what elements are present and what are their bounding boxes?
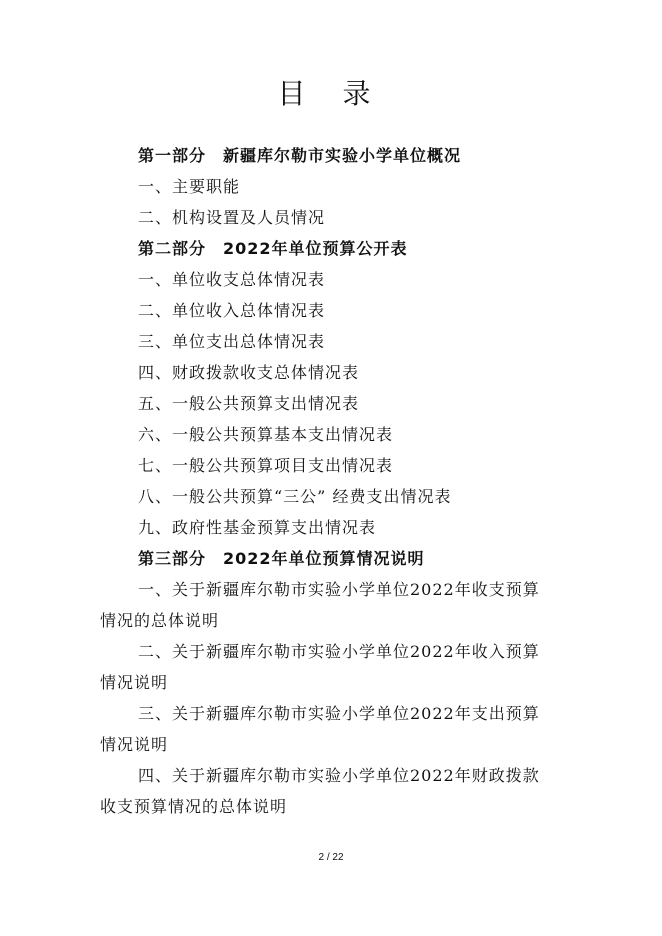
toc-item: 七、一般公共预算项目支出情况表: [138, 456, 394, 475]
toc-item-line2: 情况说明: [100, 735, 169, 754]
toc-item-line2: 情况说明: [100, 673, 169, 692]
page-number: 2 / 22: [318, 852, 344, 863]
toc-item: 二、机构设置及人员情况: [138, 208, 326, 227]
toc-item: 一、单位收支总体情况表: [138, 270, 326, 289]
toc-item-line2: 情况的总体说明: [100, 611, 220, 630]
toc-item: 四、财政拨款收支总体情况表: [138, 363, 360, 382]
toc-item: 三、单位支出总体情况表: [138, 332, 326, 351]
toc-item-line1: 四、关于新疆库尔勒市实验小学单位2022年财政拨款: [138, 766, 540, 785]
toc-item: 一、主要职能: [138, 177, 241, 196]
toc-part3-heading: 第三部分 2022年单位预算情况说明: [138, 549, 425, 568]
toc-item-line2: 收支预算情况的总体说明: [100, 797, 288, 816]
toc-item: 九、政府性基金预算支出情况表: [138, 518, 377, 537]
toc-item-line1: 三、关于新疆库尔勒市实验小学单位2022年支出预算: [138, 704, 540, 723]
toc-item: 八、一般公共预算“三公” 经费支出情况表: [138, 487, 452, 506]
toc-part2-heading: 第二部分 2022年单位预算公开表: [138, 239, 408, 258]
toc-item: 二、单位收入总体情况表: [138, 301, 326, 320]
toc-item: 六、一般公共预算基本支出情况表: [138, 425, 394, 444]
toc-item: 五、一般公共预算支出情况表: [138, 394, 360, 413]
toc-part1-heading: 第一部分 新疆库尔勒市实验小学单位概况: [138, 146, 462, 165]
toc-item-line1: 一、关于新疆库尔勒市实验小学单位2022年收支预算: [138, 580, 540, 599]
page-title: 目 录: [277, 77, 385, 110]
toc-item-line1: 二、关于新疆库尔勒市实验小学单位2022年收入预算: [138, 642, 540, 661]
